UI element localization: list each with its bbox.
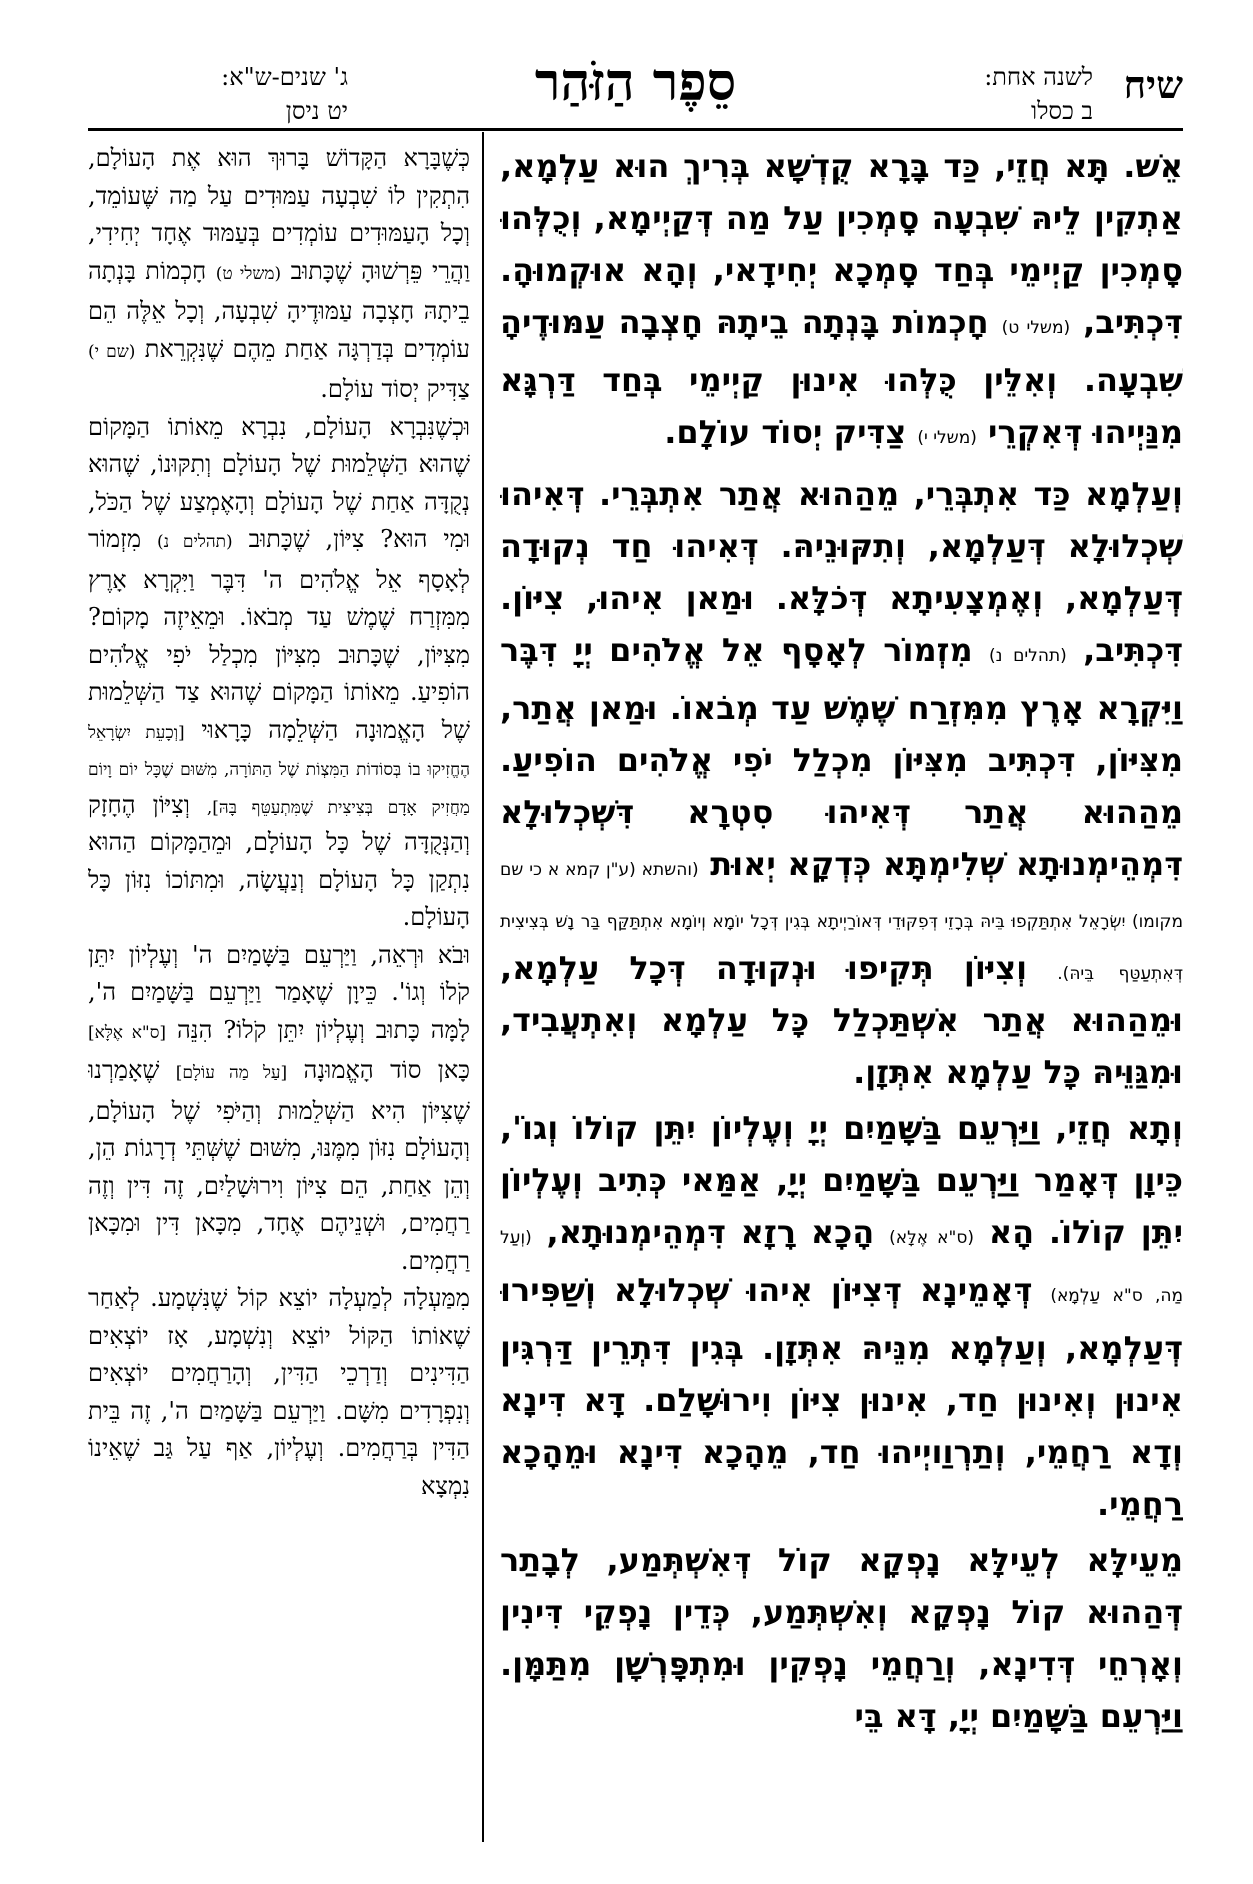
side-paragraph-3 — [88, 937, 470, 1281]
main-paragraph-2 — [500, 468, 1183, 1098]
source-reference: (משלי י) — [917, 428, 977, 448]
side-text: שֶׁאָמַרְנוּ שֶׁצִּיּוֹן הִיא הַשְּׁלֵמוּת וְהַיֹּפִי שֶׁל הָעוֹלָם, וְהָעוֹלָם נִזּוֹן מִמֶּנּוּ, מִשּׁוּם שֶׁשְּׁתֵּי דְרָגוֹת הֵן, וְהֵן אַחַת, הֵם צִיּוֹן וִירוּשָׁלַיִם, זֶה דִּין וְזֶה רַחֲמִים, וּשְׁנֵיהֶם אֶחָד, מִכָּאן דִּין וּמִכָּאן רַחֲמִים. — [88, 1056, 470, 1275]
hebrew-translation-column — [88, 140, 470, 1850]
main-text: וְצִיּוֹן תְּקִיפוּ וּנְקוּדָה דְּכָל עַלְמָא, וּמֵהַהוּא אֲתַר אִשְׁתַּכְלַל כָּל עַלְמָא וְאִתְעֲבִיד, וּמִגַּוֵּיהּ כָּל עַלְמָא אִתְּזָן. — [500, 949, 1183, 1091]
side-text: וְצִיּוֹן הֶחָזָק וְהַנְּקֻדָּה שֶׁל כָּל הָעוֹלָם, וּמֵהַמָּקוֹם הַהוּא נִתְקַן כָּל הָעוֹלָם וְנַעֲשָׂה, וּמִתּוֹכוֹ נִזּוֹן כָּל הָעוֹלָם. — [88, 790, 470, 931]
main-text: וְעַלְמָא כַּד אִתְבְּרֵי, מֵהַהוּא אֲתַר אִתְבְּרֵי. דְּאִיהוּ שְׁכְלוּלָא דְּעַלְמָא, וְתִקּוּנֵיהּ. דְּאִיהוּ חַד נְקוּדָה דְּעַלְמָא, וְאֶמְצָעִיתָא דְּכֹלָּא. וּמַאן אִיהוּ, צִיּוֹן. דִּכְתִּיב, — [500, 475, 1183, 669]
side-text: צַדִּיק יְסוֹד עוֹלָם. — [320, 375, 470, 403]
schedule-left-line2: יט ניסן — [285, 97, 348, 125]
inline-note: (והשתא (ע"ן קמא א כי שם מקומו) יִשְׂרָאֵל אִתְתַּקְפוּ בֵּיהּ בְּרָזֵי דְּפִקּוּדֵי דְּאוֹרַיְיתָא בְּגִין דְּכָל יוֹמָא וְיוֹמָא אִתְתַּקַּף בַּר נָשׁ בְּצִיצִית דְּאִתְעַטַּף בֵּיהּ). — [500, 860, 1183, 984]
source-reference: (תהלים נ) — [157, 532, 233, 552]
side-paragraph-1 — [88, 140, 470, 409]
header-rule — [88, 128, 1183, 131]
source-reference: (וְעַל מַה, ס"א עַלְמָא) — [500, 1228, 1183, 1306]
page-header — [88, 40, 1183, 140]
main-text: וְתָא חֲזֵי, וַיַּרְעֵם בַּשָּׁמַיִם יְיָ וְעֶלְיוֹן יִתֵּן קוֹלוֹ וְגוֹ', כֵּיוָן דְּאָמַר וַיַּרְעֵם בַּשָּׁמַיִם יְיָ, אַמַּאי כְּתִיב וְעֶלְיוֹן יִתֵּן קוֹלוֹ. הָא — [500, 1109, 1183, 1251]
main-paragraph-4 — [500, 1534, 1183, 1742]
side-paragraph-2 — [88, 409, 470, 937]
side-paragraph-4 — [88, 1280, 470, 1505]
main-text: צַדִּיק יְסוֹד עוֹלָם. — [664, 413, 907, 451]
schedule-right-line2: ב כסלו — [1031, 97, 1093, 125]
main-text: מִזְמוֹר לְאָסָף אֵל אֱלֹהִים יְיָ דִּבֶּר וַיִּקְרָא אָרֶץ מִמִּזְרַח שֶׁמֶשׁ עַד מְבֹאוֹ. וּמַאן אֲתַר, מִצִּיּוֹן, דִּכְתִּיב מִצִּיּוֹן מִכְלַל יֹפִי אֱלֹהִים הוֹפִיעַ. מֵהַהוּא אֲתַר דְּאִיהוּ סִטְרָא דִּשְׁכְלוּלָא דִּמְהֵימְנוּתָא שְׁלִימְתָּא כְּדְקָא יְאוּת — [500, 631, 1183, 883]
schedule-left-line1: ג' שנים-ש"א: — [221, 63, 348, 91]
source-reference: [עַל מַה עוֹלָם] — [175, 1063, 288, 1083]
page-number: שיח — [1123, 62, 1183, 107]
main-text: דְּאָמֵינָא דְּצִיּוֹן אִיהוּ שְׁכְלוּלָא וְשַׁפִּירוּ דְּעַלְמָא, וְעַלְמָא מִנֵּיהּ אִתְּזָן. בְּגִין דִּתְרֵין דַּרְגִּין אִינוּן וְאִינוּן חַד, אִינוּן צִיּוֹן וִירוּשָׁלַ‍ִם. דָּא דִּינָא וְדָא רַחֲמֵי, וְתַרְוַויְיהוּ חַד, מֵהָכָא דִּינָא וּמֵהָכָא רַחֲמֵי. — [500, 1271, 1183, 1523]
aramaic-column — [500, 140, 1183, 1850]
source-reference: (משלי ט) — [1001, 318, 1071, 338]
side-text: וּבֹא וּרְאֵה, וַיַּרְעֵם בַּשָּׁמַיִם ה' וְעֶלְיוֹן יִתֵּן קֹלוֹ וְגוֹ'. כֵּיוָן שֶׁאָמַר וַיַּרְעֵם בַּשָּׁמַיִם ה', לָמָּה כָּתוּב וְעֶלְיוֹן יִתֵּן קֹלוֹ? הִנֵּה — [88, 940, 470, 1044]
source-reference: (משלי ט) — [215, 263, 282, 284]
main-text: חָכְמוֹת בָּנְתָה בֵיתָהּ חָצְבָה עַמּוּדֶיהָ שִׁבְעָה. וְאִלֵּין כֻּלְּהוּ אִינוּן קַיְימֵי בְּחַד דַּרְגָּא מִנַּיְיהוּ דְּאִקְרֵי — [500, 303, 1183, 451]
main-paragraph-3 — [500, 1102, 1183, 1530]
source-reference: (שם י) — [88, 341, 136, 362]
book-title: סֵפֶר הַזֹּהַר — [534, 52, 737, 113]
main-paragraph-1 — [500, 140, 1183, 464]
main-text: מֵעֵילָּא לְעֵילָּא נָפְקָא קוֹל דְּאִשְׁתְּמַע, לְבָתַר דְּהַהוּא קוֹל נָפְקָא וְאִשְׁתְּמַע, כְּדֵין נָפְקֵי דִּינִין וְאָרְחֵי דְּדִינָא, וְרַחֲמֵי נָפְקִין וּמִתְפָּרְשָׁן מִתַּמָּן. וַיַּרְעֵם בַּשָּׁמַיִם יְיָ, דָּא בֵּי — [500, 1541, 1183, 1735]
source-reference: (תהלים נ) — [989, 646, 1067, 666]
main-text: הָכָא רָזָא דִּמְהֵימְנוּתָא, — [546, 1213, 875, 1251]
source-reference: (ס"א אֶלָּא) — [889, 1228, 975, 1248]
side-text: חָכְמוֹת בָּנְתָה בֵיתָהּ חָצְבָה עַמּוּדֶיהָ שִׁבְעָה, וְכָל אֵלֶּה הֵם עוֹמְדִים בְּדַרְגָּה אַחַת מֵהֶם שֶׁנִּקְרֵאת — [88, 256, 470, 363]
side-text: כָּאן סוֹד הָאֱמוּנָה — [303, 1056, 470, 1084]
side-text: מִזְמוֹר לְאָסָף אֵל אֱלֹהִים ה' דִּבֶּר וַיִּקְרָא אָרֶץ מִמִּזְרַח שֶׁמֶשׁ עַד מְבֹאוֹ. וּמֵאֵיזֶה מָקוֹם? מִצִּיּוֹן, שֶׁכָּתוּב מִצִּיּוֹן מִכְלַל יֹפִי אֱלֹהִים הוֹפִיעַ. מֵאוֹתוֹ הַמָּקוֹם שֶׁהוּא צַד הַשְּׁלֵמוּת שֶׁל הָאֱמוּנָה הַשְּׁלֵמָה כָּרָאוּי — [88, 525, 470, 744]
inline-note: [וְכָעֵת יִשְׂרָאֵל הֶחֱזִיקוּ בוֹ בְּסוֹדוֹת הַמִּצְוֹת שֶׁל הַתּוֹרָה, מִשּׁוּם שֶׁכָּל יוֹם וָיוֹם מַחֲזִיק אָדָם בְּצִיצִית שֶׁמִּתְעַטֵּף בָּהּ], — [88, 722, 470, 818]
source-reference: [ס"א אֶלָּא] — [88, 1022, 167, 1043]
column-divider — [482, 132, 484, 1842]
side-text: כְּשֶׁבָּרָא הַקָּדוֹשׁ בָּרוּךְ הוּא אֶת הָעוֹלָם, הִתְקִין לוֹ שִׁבְעָה עַמּוּדִים עַל מַה שֶּׁעוֹמֵד, וְכָל הָעַמּוּדִים עוֹמְדִים בְּעַמּוּד אֶחָד יְחִידִי, וַהֲרֵי פֵּרְשׁוּהָ שֶׁכָּתוּב — [88, 144, 470, 285]
side-text: מִמַּעְלָה לְמַעְלָה יוֹצֵא קוֹל שֶׁנִּשְׁמָע. לְאַחַר שֶׁאוֹתוֹ הַקּוֹל יוֹצֵא וְנִשְׁמָע, אָז יוֹצְאִים הַדִּינִים וְדַרְכֵי הַדִּין, וְהָרַחֲמִים יוֹצְאִים וְנִפְרָדִים מִשָּׁם. וַיַּרְעֵם בַּשָּׁמַיִם ה', זֶה בֵּית הַדִּין בְּרַחֲמִים. וְעֶלְיוֹן, אַף עַל גַּב שֶׁאֵינוֹ נִמְצָא — [88, 1284, 470, 1500]
side-text: וּכְשֶׁנִּבְרָא הָעוֹלָם, נִבְרָא מֵאוֹתוֹ הַמָּקוֹם שֶׁהוּא הַשְּׁלֵמוּת שֶׁל הָעוֹלָם וְתִקּוּנוֹ, שֶׁהוּא נְקֻדָּה אַחַת שֶׁל הָעוֹלָם וְהָאֶמְצַע שֶׁל הַכֹּל, וּמִי הוּא? צִיּוֹן, שֶׁכָּתוּב — [88, 412, 470, 553]
schedule-right-line1: לשנה אחת: — [984, 63, 1093, 91]
main-text: אֵשׁ. תָּא חֲזֵי, כַּד בָּרָא קֻדְשָׁא בְּרִיךְ הוּא עַלְמָא, אַתְקִין לֵיהּ שִׁבְעָה סָמְכִין עַל מַה דְּקַיְימָא, וְכֻלְּהוּ סָמְכִין קַיְימֵי בְּחַד סָמְכָא יְחִידָאי, וְהָא אוּקְמוּהָ. דִּכְתִּיב, — [500, 147, 1183, 341]
schedule-left — [88, 60, 348, 128]
